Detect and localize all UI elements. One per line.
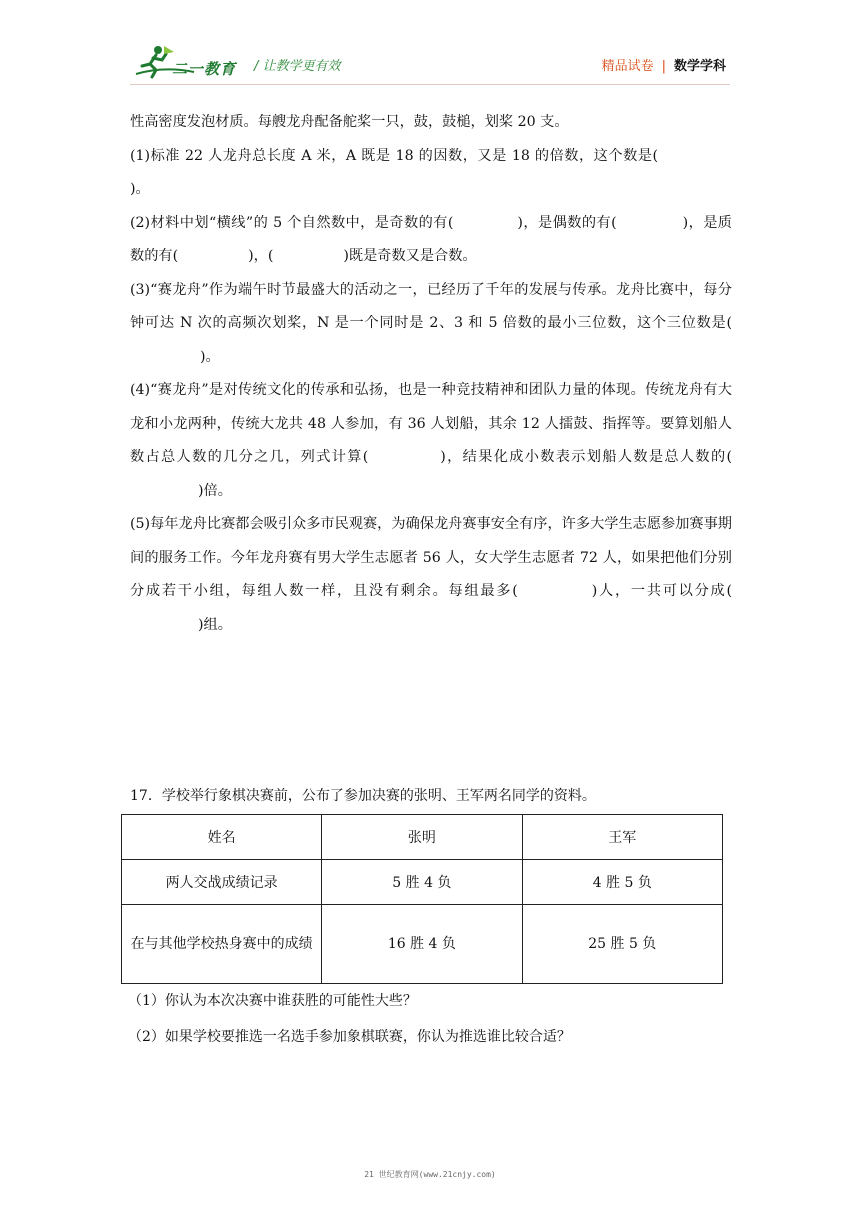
table-cell: 4 胜 5 负 <box>522 860 722 905</box>
table-row <box>122 905 723 984</box>
sub-question-3: (3)“赛龙舟”作为端午时节最盛大的活动之一，已经历了千年的发展与传承。龙舟比赛中，每分钟可达 N 次的高频次划桨，N 是一个同时是 2、3 和 5 倍数的最小三位数，这个三位数是()。 <box>130 281 732 365</box>
subject-label: 数学学科 <box>673 59 726 74</box>
header-name: 姓名 <box>122 815 322 860</box>
row-label: 在与其他学校热身赛中的成绩 <box>122 905 322 984</box>
sub-question-4: (4)“赛龙舟”是对传统文化的传承和弘扬，也是一种竞技精神和团队力量的体现。传统龙舟有大龙和小龙两种，传统大龙共 48 人参加，有 36 人划船，其余 12 人擂鼓、指挥等。要算划船人数占总人数的几分之几，列式计算( )，结果化成小数表示划船人数是总人数的()倍。 <box>130 382 732 499</box>
header-zhangming: 张明 <box>322 815 522 860</box>
header-right <box>602 55 726 74</box>
header-separator: | <box>661 59 666 74</box>
table-cell: 5 胜 4 负 <box>322 860 522 905</box>
sub-question-2: (2)材料中划“横线”的 5 个自然数中，是奇数的有( )，是偶数的有( )，是质数的有( )，( )既是奇数又是合数。 <box>130 214 732 264</box>
header-wangjun: 王军 <box>522 815 722 860</box>
header-divider <box>130 84 730 85</box>
page-footer: 21 世纪教育网(www.21cnjy.com) <box>364 1170 496 1179</box>
table-row <box>122 860 723 905</box>
material-line: 性高密度发泡材质。每艘龙舟配备舵桨一只，鼓，鼓槌，划桨 20 支。 <box>130 114 569 130</box>
question-17-sub-1: （1）你认为本次决赛中谁获胜的可能性大些？ <box>128 993 417 1009</box>
question-16-content <box>130 106 732 642</box>
brand-name: 二一教育 <box>172 60 237 78</box>
table-header-row <box>122 815 723 860</box>
sub-question-1: (1)标准 22 人龙舟总长度 A 米，A 既是 18 的因数，又是 18 的倍数，这个数是()。 <box>130 147 658 197</box>
question-17-title: 17．学校举行象棋决赛前，公布了参加决赛的张明、王军两名同学的资料。 <box>130 788 596 804</box>
row-label: 两人交战成绩记录 <box>122 860 322 905</box>
tag-label: 精品试卷 <box>601 59 654 74</box>
page-header <box>0 0 860 92</box>
sub-question-5: (5)每年龙舟比赛都会吸引众多市民观赛，为确保龙舟赛事安全有序，许多大学生志愿参加赛事期间的服务工作。今年龙舟赛有男大学生志愿者 56 人，女大学生志愿者 72 人，如果把他们分别分成若干小组，每组人数一样，且没有剩余。每组最多( )人，一共可以分成()组。 <box>130 516 732 633</box>
player-data-table <box>121 814 723 984</box>
table-cell: 25 胜 5 负 <box>522 905 722 984</box>
question-17-sub-2: （2）如果学校要推选一名选手参加象棋联赛，你认为推选谁比较合适？ <box>128 1029 571 1045</box>
slogan: / 让教学更有效 <box>254 59 341 74</box>
table-cell: 16 胜 4 负 <box>322 905 522 984</box>
